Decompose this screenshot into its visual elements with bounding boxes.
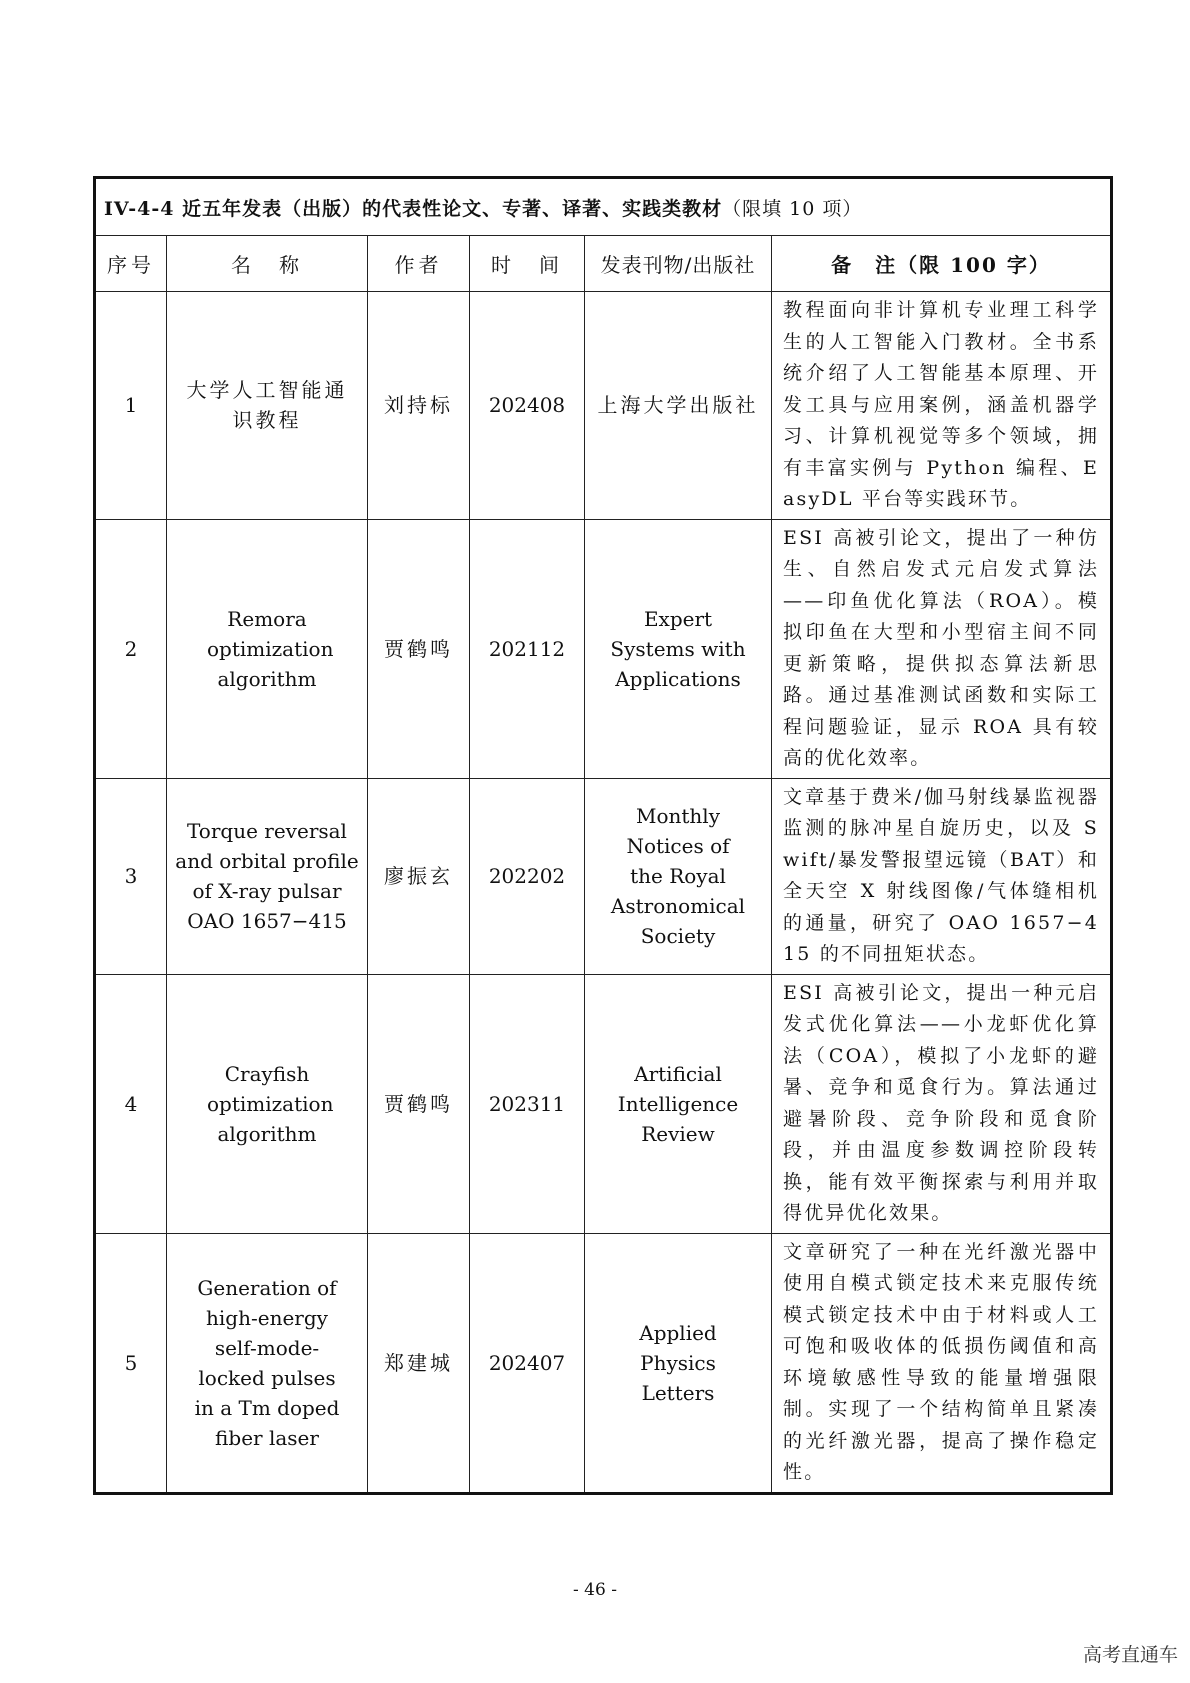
row-publisher: Expert Systems with Applications [585,519,772,778]
header-author: 作者 [368,236,470,292]
table-caption-row [95,178,1112,236]
table-row [95,1233,1112,1493]
row-date: 202311 [470,974,585,1233]
row-remark: 文章基于费米/伽马射线暴监视器监测的脉冲星自旋历史，以及 Swift/暴发警报望远镜（BAT）和全天空 X 射线图像/气体缝相机的通量，研究了 OAO 1657−415 的不同扭矩状态。 [772,778,1112,974]
watermark-logo: 高考直通车 [1082,1644,1178,1666]
row-remark: 文章研究了一种在光纤激光器中使用自模式锁定技术来克服传统模式锁定技术中由于材料或人工可饱和吸收体的低损伤阈值和高环境敏感性导致的能量增强限制。实现了一个结构简单且紧凑的光纤激光器，提高了操作稳定性。 [772,1233,1112,1493]
row-index: 4 [95,974,167,1233]
row-date: 202202 [470,778,585,974]
row-publisher: Artificial Intelligence Review [585,974,772,1233]
row-author: 贾鹤鸣 [368,519,470,778]
table-row [95,974,1112,1233]
row-title: 大学人工智能通识教程 [167,292,368,520]
page-number: - 46 - [573,1580,617,1600]
row-title: Generation of high-energy self-mode-locked pulses in a Tm doped fiber laser [167,1233,368,1493]
table-row [95,292,1112,520]
row-publisher: Monthly Notices of the Royal Astronomical Society [585,778,772,974]
table-caption [95,178,1112,236]
row-title: Remora optimization algorithm [167,519,368,778]
row-author: 廖振玄 [368,778,470,974]
caption-title: IV-4-4 近五年发表（出版）的代表性论文、专著、译著、实践类教材 [104,197,723,220]
row-date: 202408 [470,292,585,520]
row-index: 3 [95,778,167,974]
row-author: 刘持标 [368,292,470,520]
header-date: 时 间 [470,236,585,292]
row-date: 202112 [470,519,585,778]
row-index: 5 [95,1233,167,1493]
publications-table [93,176,1113,1495]
header-title: 名 称 [167,236,368,292]
row-index: 2 [95,519,167,778]
row-remark: 教程面向非计算机专业理工科学生的人工智能入门教材。全书系统介绍了人工智能基本原理、开发工具与应用案例，涵盖机器学习、计算机视觉等多个领域，拥有丰富实例与 Python 编程、EasyDL 平台等实践环节。 [772,292,1112,520]
row-index: 1 [95,292,167,520]
row-title: Torque reversal and orbital profile of X-ray pulsar OAO 1657−415 [167,778,368,974]
row-date: 202407 [470,1233,585,1493]
header-publisher: 发表刊物/出版社 [585,236,772,292]
table-row [95,778,1112,974]
row-title: Crayfish optimization algorithm [167,974,368,1233]
header-remark: 备 注（限 100 字） [772,236,1112,292]
caption-note: （限填 10 项） [722,197,863,220]
row-publisher: Applied Physics Letters [585,1233,772,1493]
row-author: 郑建城 [368,1233,470,1493]
row-remark: ESI 高被引论文，提出一种元启发式优化算法——小龙虾优化算法（COA），模拟了小龙虾的避暑、竞争和觅食行为。算法通过避暑阶段、竞争阶段和觅食阶段，并由温度参数调控阶段转换，能有效平衡探索与利用并取得优异优化效果。 [772,974,1112,1233]
row-remark: ESI 高被引论文，提出了一种仿生、自然启发式元启发式算法——印鱼优化算法（ROA）。模拟印鱼在大型和小型宿主间不同更新策略，提供拟态算法新思路。通过基准测试函数和实际工程问题验证，显示 ROA 具有较高的优化效率。 [772,519,1112,778]
table-header-row [95,236,1112,292]
table-row [95,519,1112,778]
row-publisher: 上海大学出版社 [585,292,772,520]
header-index: 序号 [95,236,167,292]
row-author: 贾鹤鸣 [368,974,470,1233]
